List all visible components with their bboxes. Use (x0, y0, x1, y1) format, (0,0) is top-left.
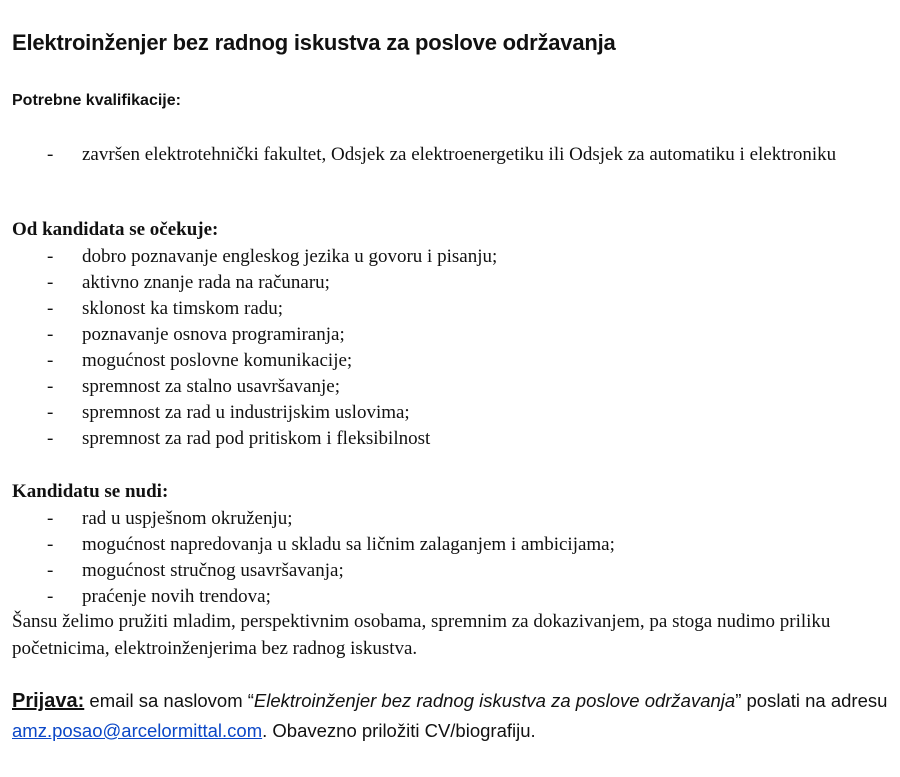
bullet-dash: - (47, 324, 54, 345)
list-item-text: poznavanje osnova programiranja; (82, 324, 345, 345)
list-item-text: spremnost za stalno usavršavanje; (82, 376, 341, 397)
bullet-dash: - (47, 350, 54, 371)
list-item (0, 142, 882, 168)
bullet-dash: - (47, 246, 54, 267)
bullet-dash: - (47, 508, 54, 529)
list-item (0, 374, 882, 400)
bullet-dash: - (47, 376, 54, 397)
bullet-dash: - (47, 272, 54, 293)
list-item (0, 558, 882, 584)
list-item-text: dobro poznavanje engleskog jezika u govoru i pisanju; (82, 246, 498, 267)
list-item (0, 244, 882, 270)
page-title: Elektroinženjer bez radnog iskustva za poslove održavanja (12, 30, 616, 55)
list-item-text: sklonost ka timskom radu; (82, 298, 284, 319)
application-label: Prijava: (12, 690, 85, 712)
expectations-list (0, 244, 882, 452)
bullet-dash: - (47, 534, 54, 555)
bullet-dash: - (47, 428, 54, 449)
email-link[interactable]: amz.posao@arcelormittal.com (12, 720, 263, 741)
application-subject: Elektroinženjer bez radnog iskustva za poslove održavanja (253, 690, 736, 711)
list-item-text: mogućnost poslovne komunikacije; (82, 350, 353, 371)
list-item (0, 400, 882, 426)
list-item-text: spremnost za rad pod pritiskom i fleksibilnost (82, 428, 431, 449)
application-text-before: email sa naslovom “ (84, 690, 254, 711)
bullet-dash: - (47, 402, 54, 423)
qualifications-heading: Potrebne kvalifikacije: (12, 92, 181, 109)
bullet-dash: - (47, 298, 54, 319)
list-item (0, 426, 882, 452)
list-item (0, 322, 882, 348)
list-item (0, 296, 882, 322)
offer-heading: Kandidatu se nudi: (12, 481, 169, 502)
list-item-text: praćenje novih trendova; (82, 586, 271, 607)
offer-list (0, 506, 882, 610)
list-item-text: aktivno znanje rada na računaru; (82, 272, 330, 293)
application-paragraph (12, 686, 892, 746)
bullet-dash: - (47, 586, 54, 607)
list-item (0, 506, 882, 532)
list-item-text: mogućnost napredovanja u skladu sa ličnim zalaganjem i ambicijama; (82, 534, 615, 555)
closing-paragraph: Šansu želimo pružiti mladim, perspektivnim osobama, spremnim za dokazivanjem, pa stoga nudimo priliku početnicima, elektroinženjerima bez radnog iskustva. (12, 611, 831, 659)
bullet-dash: - (47, 560, 54, 581)
list-item-text: završen elektrotehnički fakultet, Odsjek za elektroenergetiku ili Odsjek za automatiku i elektroniku (82, 144, 837, 165)
expectations-heading: Od kandidata se očekuje: (12, 219, 219, 240)
list-item-text: spremnost za rad u industrijskim uslovima; (82, 402, 410, 423)
application-text-mid: ” poslati na adresu (735, 690, 888, 711)
bullet-dash: - (47, 144, 54, 165)
list-item-text: mogućnost stručnog usavršavanja; (82, 560, 344, 581)
list-item (0, 584, 882, 610)
list-item (0, 270, 882, 296)
application-text-after: . Obavezno priložiti CV/biografiju. (262, 720, 536, 741)
list-item (0, 348, 882, 374)
list-item-text: rad u uspješnom okruženju; (82, 508, 293, 529)
qualifications-list (0, 142, 882, 168)
list-item (0, 532, 882, 558)
